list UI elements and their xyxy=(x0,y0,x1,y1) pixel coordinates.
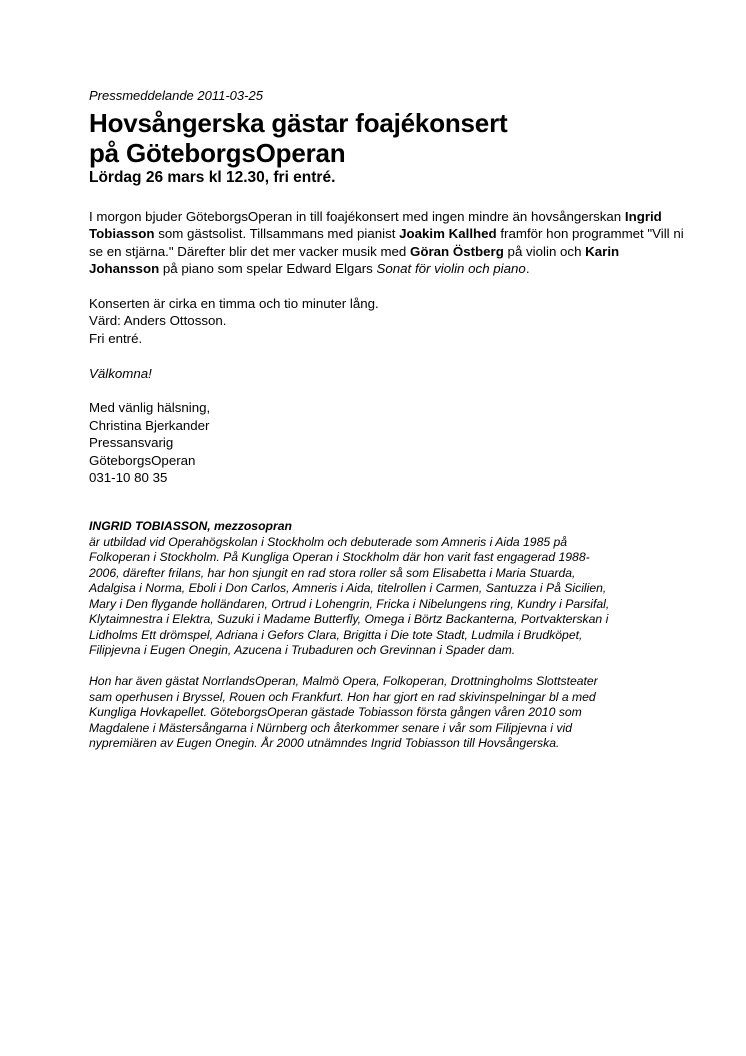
bio-line: Kungliga Hovkapellet. GöteborgsOperan gästade Tobiasson första gången våren 2010 som xyxy=(89,705,582,720)
title-line-1: Hovsångerska gästar foajékonsert xyxy=(89,108,508,138)
lead-text-4: på violin och xyxy=(503,243,586,259)
event-subtitle: Lördag 26 mars kl 12.30, fri entré. xyxy=(89,169,336,186)
bio-line: Adalgisa i Norma, Eboli i Don Carlos, Amneris i Aida, titelrollen i Carmen, Santuzza i På Sicilien, xyxy=(89,581,607,596)
welcome-line: Välkomna! xyxy=(89,365,152,381)
spacer xyxy=(89,347,689,364)
bio-line: Hon har även gästat NorrlandsOperan, Malmö Opera, Folkoperan, Drottningholms Slottsteater xyxy=(89,674,598,689)
greeting: Med vänlig hälsning, xyxy=(89,400,211,416)
artist-name-kallhed: Joakim Kallhed xyxy=(399,226,497,242)
artist-name-johansson: Karin Johansson xyxy=(89,243,620,277)
spacer xyxy=(89,382,689,399)
lead-text-1: I morgon bjuder GöteborgsOperan in till foajékonsert med ingen mindre än hovsångerskan xyxy=(89,209,625,224)
spacer xyxy=(89,278,689,295)
title-line-2: på GöteborgsOperan xyxy=(89,138,346,168)
bio-heading-name: INGRID TOBIASSON, xyxy=(89,519,211,534)
concert-info xyxy=(89,295,689,347)
contact-org: GöteborgsOperan xyxy=(89,452,196,468)
bio-paragraph-1 xyxy=(89,535,689,659)
bio-line: Mary i Den flygande holländaren, Ortrud i Lohengrin, Fricka i Nibelungens ring, Kundry i Parsifal, xyxy=(89,596,610,611)
dateline: Pressmeddelande 2011-03-25 xyxy=(89,88,263,103)
work-title: Sonat för violin och piano xyxy=(376,261,526,277)
press-release xyxy=(89,88,689,752)
artist-name-ostberg: Göran Östberg xyxy=(410,243,504,259)
spacer xyxy=(89,659,689,675)
lead-text-3: framför hon programmet "Vill ni se en stjärna." Därefter blir det mer vacker musik med xyxy=(89,226,684,259)
bio-paragraph-2 xyxy=(89,674,689,752)
contact-phone: 031-10 80 35 xyxy=(89,470,168,486)
artist-name-tobiasson: Ingrid Tobiasson xyxy=(89,209,662,242)
page-title xyxy=(89,108,689,168)
bio-line: nypremiären av Eugen Onegin. År 2000 utnämndes Ingrid Tobiasson till Hovsångerska. xyxy=(89,736,560,751)
bio-line: 2006, därefter frilans, har hon sjungit en rad stora roller så som Elisabetta i Maria Stuarda, xyxy=(89,565,576,580)
lead-text-5: på piano som spelar Edward Elgars xyxy=(159,261,377,277)
signature-block xyxy=(89,399,689,486)
contact-role: Pressansvarig xyxy=(89,435,174,451)
bio-line: Folkoperan i Stockholm. På Kungliga Operan i Stockholm där hon varit fast engagerad 1988- xyxy=(89,550,590,565)
bio-heading xyxy=(89,519,689,535)
bio-line: är utbildad vid Operahögskolan i Stockholm och debuterade som Amneris i Aida 1985 på xyxy=(89,534,568,549)
lead-paragraph xyxy=(89,208,689,278)
bio-line: Klytaimnestra i Elektra, Suzuki i Madame Butterfly, Omega i Börtz Backanterna, Portvakterskan i xyxy=(89,612,609,627)
contact-name: Christina Bjerkander xyxy=(89,417,210,433)
lead-text-6: . xyxy=(525,261,530,277)
bio-heading-role: mezzosopran xyxy=(210,519,292,534)
bio-line: sam operhusen i Bryssel, Rouen och Frankfurt. Hon har gjort en rad skivinspelningar bl a med xyxy=(89,689,596,704)
entry-line: Fri entré. xyxy=(89,330,143,346)
bio-line: Lidholms Ett drömspel, Adriana i Gefors Clara, Brigitta i Die tote Stadt, Ludmila i Brudköpet, xyxy=(89,627,583,642)
host-line: Värd: Anders Ottosson. xyxy=(89,313,227,329)
bio-line: Filipjevna i Eugen Onegin, Azucena i Trubaduren och Grevinnan i Spader dam. xyxy=(89,643,516,658)
duration-line: Konserten är cirka en timma och tio minuter lång. xyxy=(89,296,379,312)
bio-line: Magdalene i Mästersångarna i Nürnberg och återkommer senare i vår som Filipjevna i vid xyxy=(89,720,572,735)
lead-text-2: som gästsolist. Tillsammans med pianist xyxy=(154,226,400,242)
